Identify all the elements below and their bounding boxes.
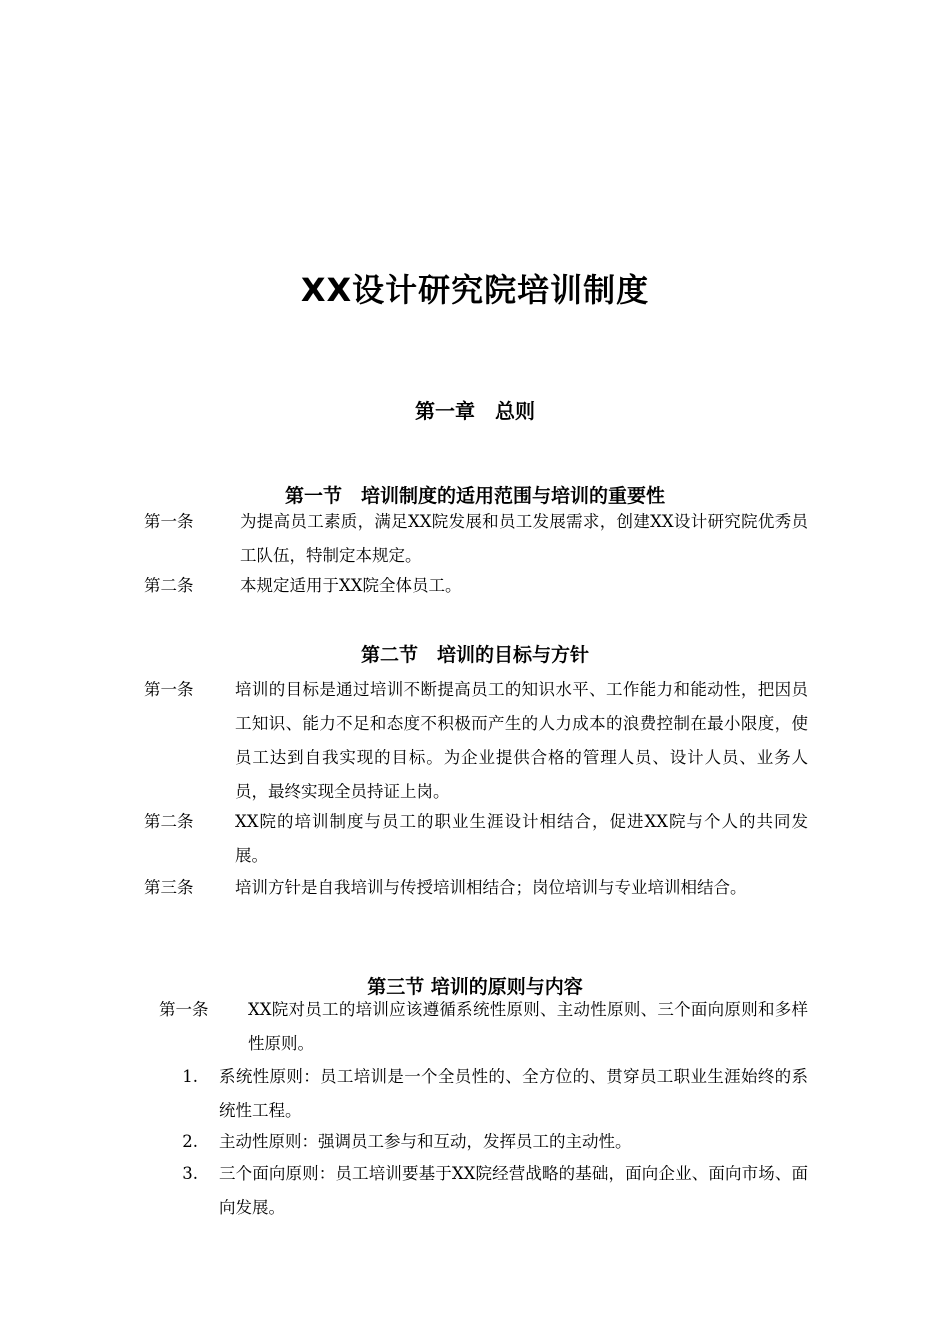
section-2-article-1 [144,673,808,809]
article-label: 第二条 [144,812,194,831]
document-title: XX设计研究院培训制度 [300,271,650,309]
article-text: 为提高员工素质，满足XX院发展和员工发展需求，创建XX设计研究院优秀员工队伍，特制定本规定。 [240,512,808,565]
section-3-item-2 [178,1125,808,1159]
article-label: 第一条 [159,1000,209,1019]
section-1-heading: 第一节 培训制度的适用范围与培训的重要性 [284,485,665,507]
item-text: 系统性原则：员工培训是一个全员性的、全方位的、贯穿员工职业生涯始终的系统性工程。 [219,1067,808,1120]
article-text: XX院的培训制度与员工的职业生涯设计相结合，促进XX院与个人的共同发展。 [235,812,808,865]
item-number: 2. [182,1132,198,1151]
section-2-heading: 第二节 培训的目标与方针 [360,644,589,666]
item-number: 1. [182,1067,198,1086]
item-number: 3. [182,1164,198,1183]
article-label: 第二条 [144,576,194,595]
section-3-item-3 [178,1157,808,1225]
article-label: 第三条 [144,878,194,897]
section-3-item-1 [178,1060,808,1128]
section-3-article-1 [159,993,808,1061]
article-text: 本规定适用于XX院全体员工。 [240,576,462,595]
section-2-article-3 [144,871,808,939]
section-2-article-2 [144,805,808,873]
item-text: 三个面向原则：员工培训要基于XX院经营战略的基础，面向企业、面向市场、面向发展。 [219,1164,808,1217]
section-3-heading: 第三节 培训的原则与内容 [367,976,583,998]
chapter-title: 第一章 总则 [415,399,535,423]
article-text: XX院对员工的培训应该遵循系统性原则、主动性原则、三个面向原则和多样性原则。 [248,1000,808,1053]
section-1-article-1 [144,505,808,573]
section-1-article-2 [144,569,808,603]
article-text: 培训的目标是通过培训不断提高员工的知识水平、工作能力和能动性，把因员工知识、能力不足和态度不积极而产生的人力成本的浪费控制在最小限度，使员工达到自我实现的目标。为企业提供合格的管理人员、设计人员、业务人员，最终实现全员持证上岗。 [235,680,808,801]
article-label: 第一条 [144,680,194,699]
item-text: 主动性原则：强调员工参与和互动，发挥员工的主动性。 [219,1132,632,1151]
article-label: 第一条 [144,512,194,531]
article-text: 培训方针是自我培训与传授培训相结合；岗位培训与专业培训相结合。 [235,878,747,897]
